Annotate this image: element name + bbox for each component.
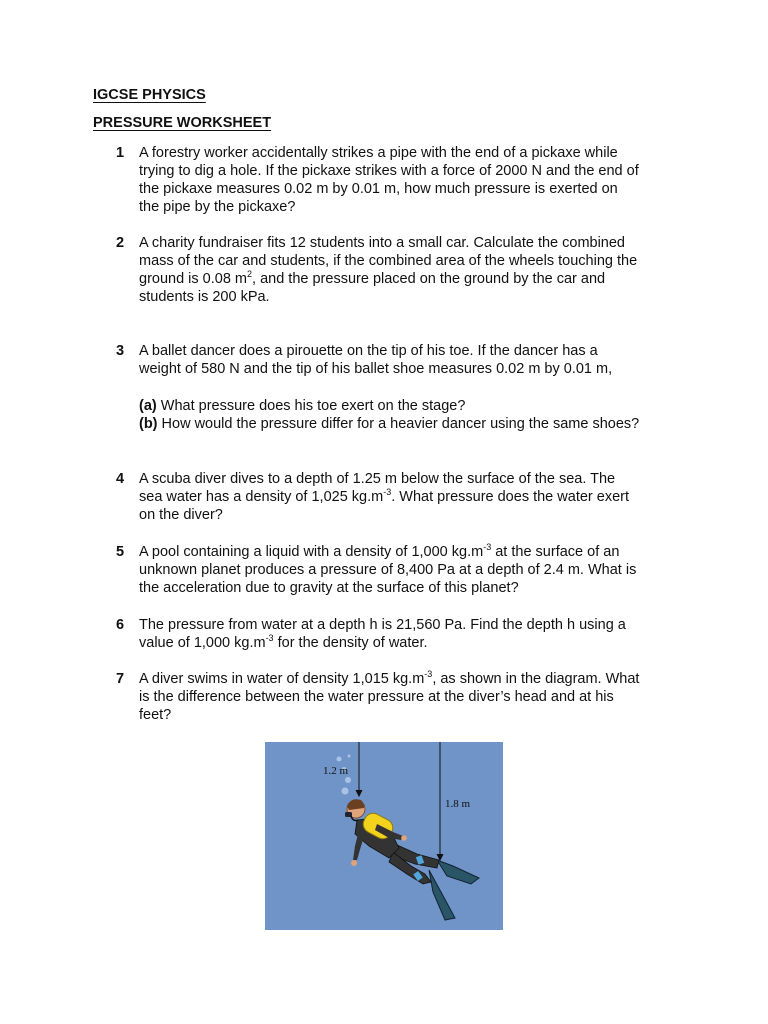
- question-line: is the difference between the water pressure at the diver’s head and at his: [139, 689, 614, 705]
- feet-depth-label: 1.8 m: [445, 798, 471, 810]
- question-line: value of 1,000 $kg.m^{-3}$ for the density of water.: [139, 633, 428, 651]
- question-text: [139, 670, 699, 724]
- question-line: trying to dig a hole. If the pickaxe strikes with a force of 2000 N and the end of: [139, 163, 639, 179]
- question-text: [139, 144, 699, 216]
- part-text: What pressure does his toe exert on the stage?: [156, 398, 466, 414]
- question-line: A pool containing a liquid with a density of 1,000 $kg.m^{-3}$ at the surface of an: [139, 542, 620, 560]
- question-text: [139, 470, 699, 524]
- question-line: on the diver?: [139, 507, 223, 523]
- question-line: unknown planet produces a pressure of 8,400 Pa at a depth of 2.4 m. What is: [139, 562, 637, 578]
- question-line: the pickaxe measures 0.02 m by 0.01 m, how much pressure is exerted on: [139, 181, 618, 197]
- question-part-b: [139, 415, 639, 433]
- question-line: The pressure from water at a depth h is 21,560 Pa. Find the depth h using a: [139, 617, 626, 633]
- question-number: 6: [116, 617, 125, 633]
- question-text: [139, 616, 699, 652]
- question-line: the pipe by the pickaxe?: [139, 199, 296, 215]
- worksheet-title: PRESSURE WORKSHEET: [93, 115, 272, 131]
- question-line: A charity fundraiser fits 12 students into a small car. Calculate the combined: [139, 235, 625, 251]
- question-line: A ballet dancer does a pirouette on the tip of his toe. If the dancer has a: [139, 343, 598, 359]
- question-text: [139, 543, 699, 597]
- question-number: 2: [116, 235, 125, 251]
- question-line: A scuba diver dives to a depth of 1.25 m below the surface of the sea. The: [139, 471, 616, 487]
- question-3-parts: [139, 397, 639, 433]
- course-title: IGCSE PHYSICS: [93, 87, 206, 103]
- diver-diagram: [265, 742, 503, 930]
- part-label: (a): [139, 398, 157, 414]
- question-part-a: [139, 397, 639, 415]
- question-line: students is 200 kPa.: [139, 289, 270, 305]
- question-line: feet?: [139, 707, 172, 723]
- question-line: A forestry worker accidentally strikes a pipe with the end of a pickaxe while: [139, 145, 618, 161]
- part-label: (b): [139, 416, 158, 432]
- question-number: 7: [116, 671, 125, 687]
- question-number: 3: [116, 343, 125, 359]
- question-number: 4: [116, 471, 125, 487]
- question-line: weight of 580 N and the tip of his ballet shoe measures 0.02 m by 0.01 m,: [139, 361, 613, 377]
- question-number: 5: [116, 544, 125, 560]
- question-line: mass of the car and students, if the combined area of the wheels touching the: [139, 253, 638, 269]
- question-line: sea water has a density of 1,025 $kg.m^{-3}$. What pressure does the water exert: [139, 487, 629, 505]
- question-line: A diver swims in water of density 1,015 $kg.m^{-3}$, as shown in the diagram. What: [139, 669, 640, 687]
- question-line: the acceleration due to gravity at the surface of this planet?: [139, 580, 519, 596]
- question-text: [139, 342, 699, 378]
- question-text: [139, 234, 699, 306]
- head-depth-label: 1.2 m: [323, 765, 349, 777]
- question-number: 1: [116, 145, 125, 161]
- question-line: ground is 0.08 $m^2$, and the pressure placed on the ground by the car and: [139, 269, 606, 287]
- part-text: How would the pressure differ for a heavier dancer using the same shoes?: [157, 416, 640, 432]
